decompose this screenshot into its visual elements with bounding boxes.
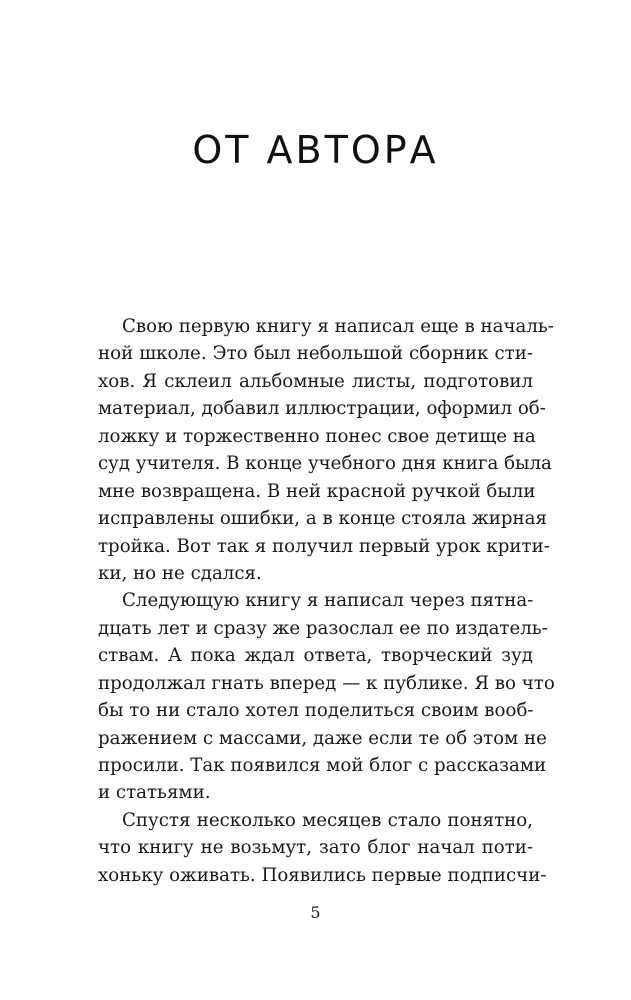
text-line: ной школе. Это был небольшой сборник сти- [98,343,533,365]
text-line: хоньку оживать. Появились первые подписчи- [98,864,547,886]
text-line: исправлены ошибки, а в конце стояла жирная [98,508,547,530]
text-line: ложку и торжественно понес свое детище на [98,425,536,447]
text-line: ствам. А пока ждал ответа, творческий зуд [98,645,533,667]
paragraph [98,587,555,807]
text-line: что книгу не возьмут, зато блог начал поти- [98,837,533,859]
text-line: Свою первую книгу я написал еще в началь- [122,316,554,337]
body-text [98,313,555,889]
text-line: суд учителя. В конце учебного дня книга была [98,453,552,475]
text-line: Спустя несколько месяцев стало понятно, [122,809,533,831]
chapter-title: ОТ АВТОРА [192,128,439,173]
text-line: ражением с массами, даже если те об этом не [98,727,547,749]
text-line: продолжал гнать вперед — к публике. Я во что [98,672,555,694]
text-line: просили. Так появился мой блог с рассказами [98,755,547,776]
text-line: ки, но не сдался. [98,562,262,584]
text-line: Следующую книгу я написал через пятна- [122,590,534,612]
text-line: мне возвращена. В ней красной ручкой были [98,480,536,502]
text-line: тройка. Вот так я получил первый урок крити- [98,535,550,557]
text-line: материал, добавил иллюстрации, оформил об- [98,398,546,420]
paragraph [98,313,554,587]
text-line: хов. Я склеил альбомные листы, подготовил [98,370,533,392]
page-number: 5 [310,903,321,922]
text-line: и статьями. [98,782,211,804]
text-line: бы то ни стало хотел поделиться своим вооб- [98,700,534,722]
paragraph [98,807,547,889]
text-line: дцать лет и сразу же разослал ее по издатель- [98,617,548,639]
